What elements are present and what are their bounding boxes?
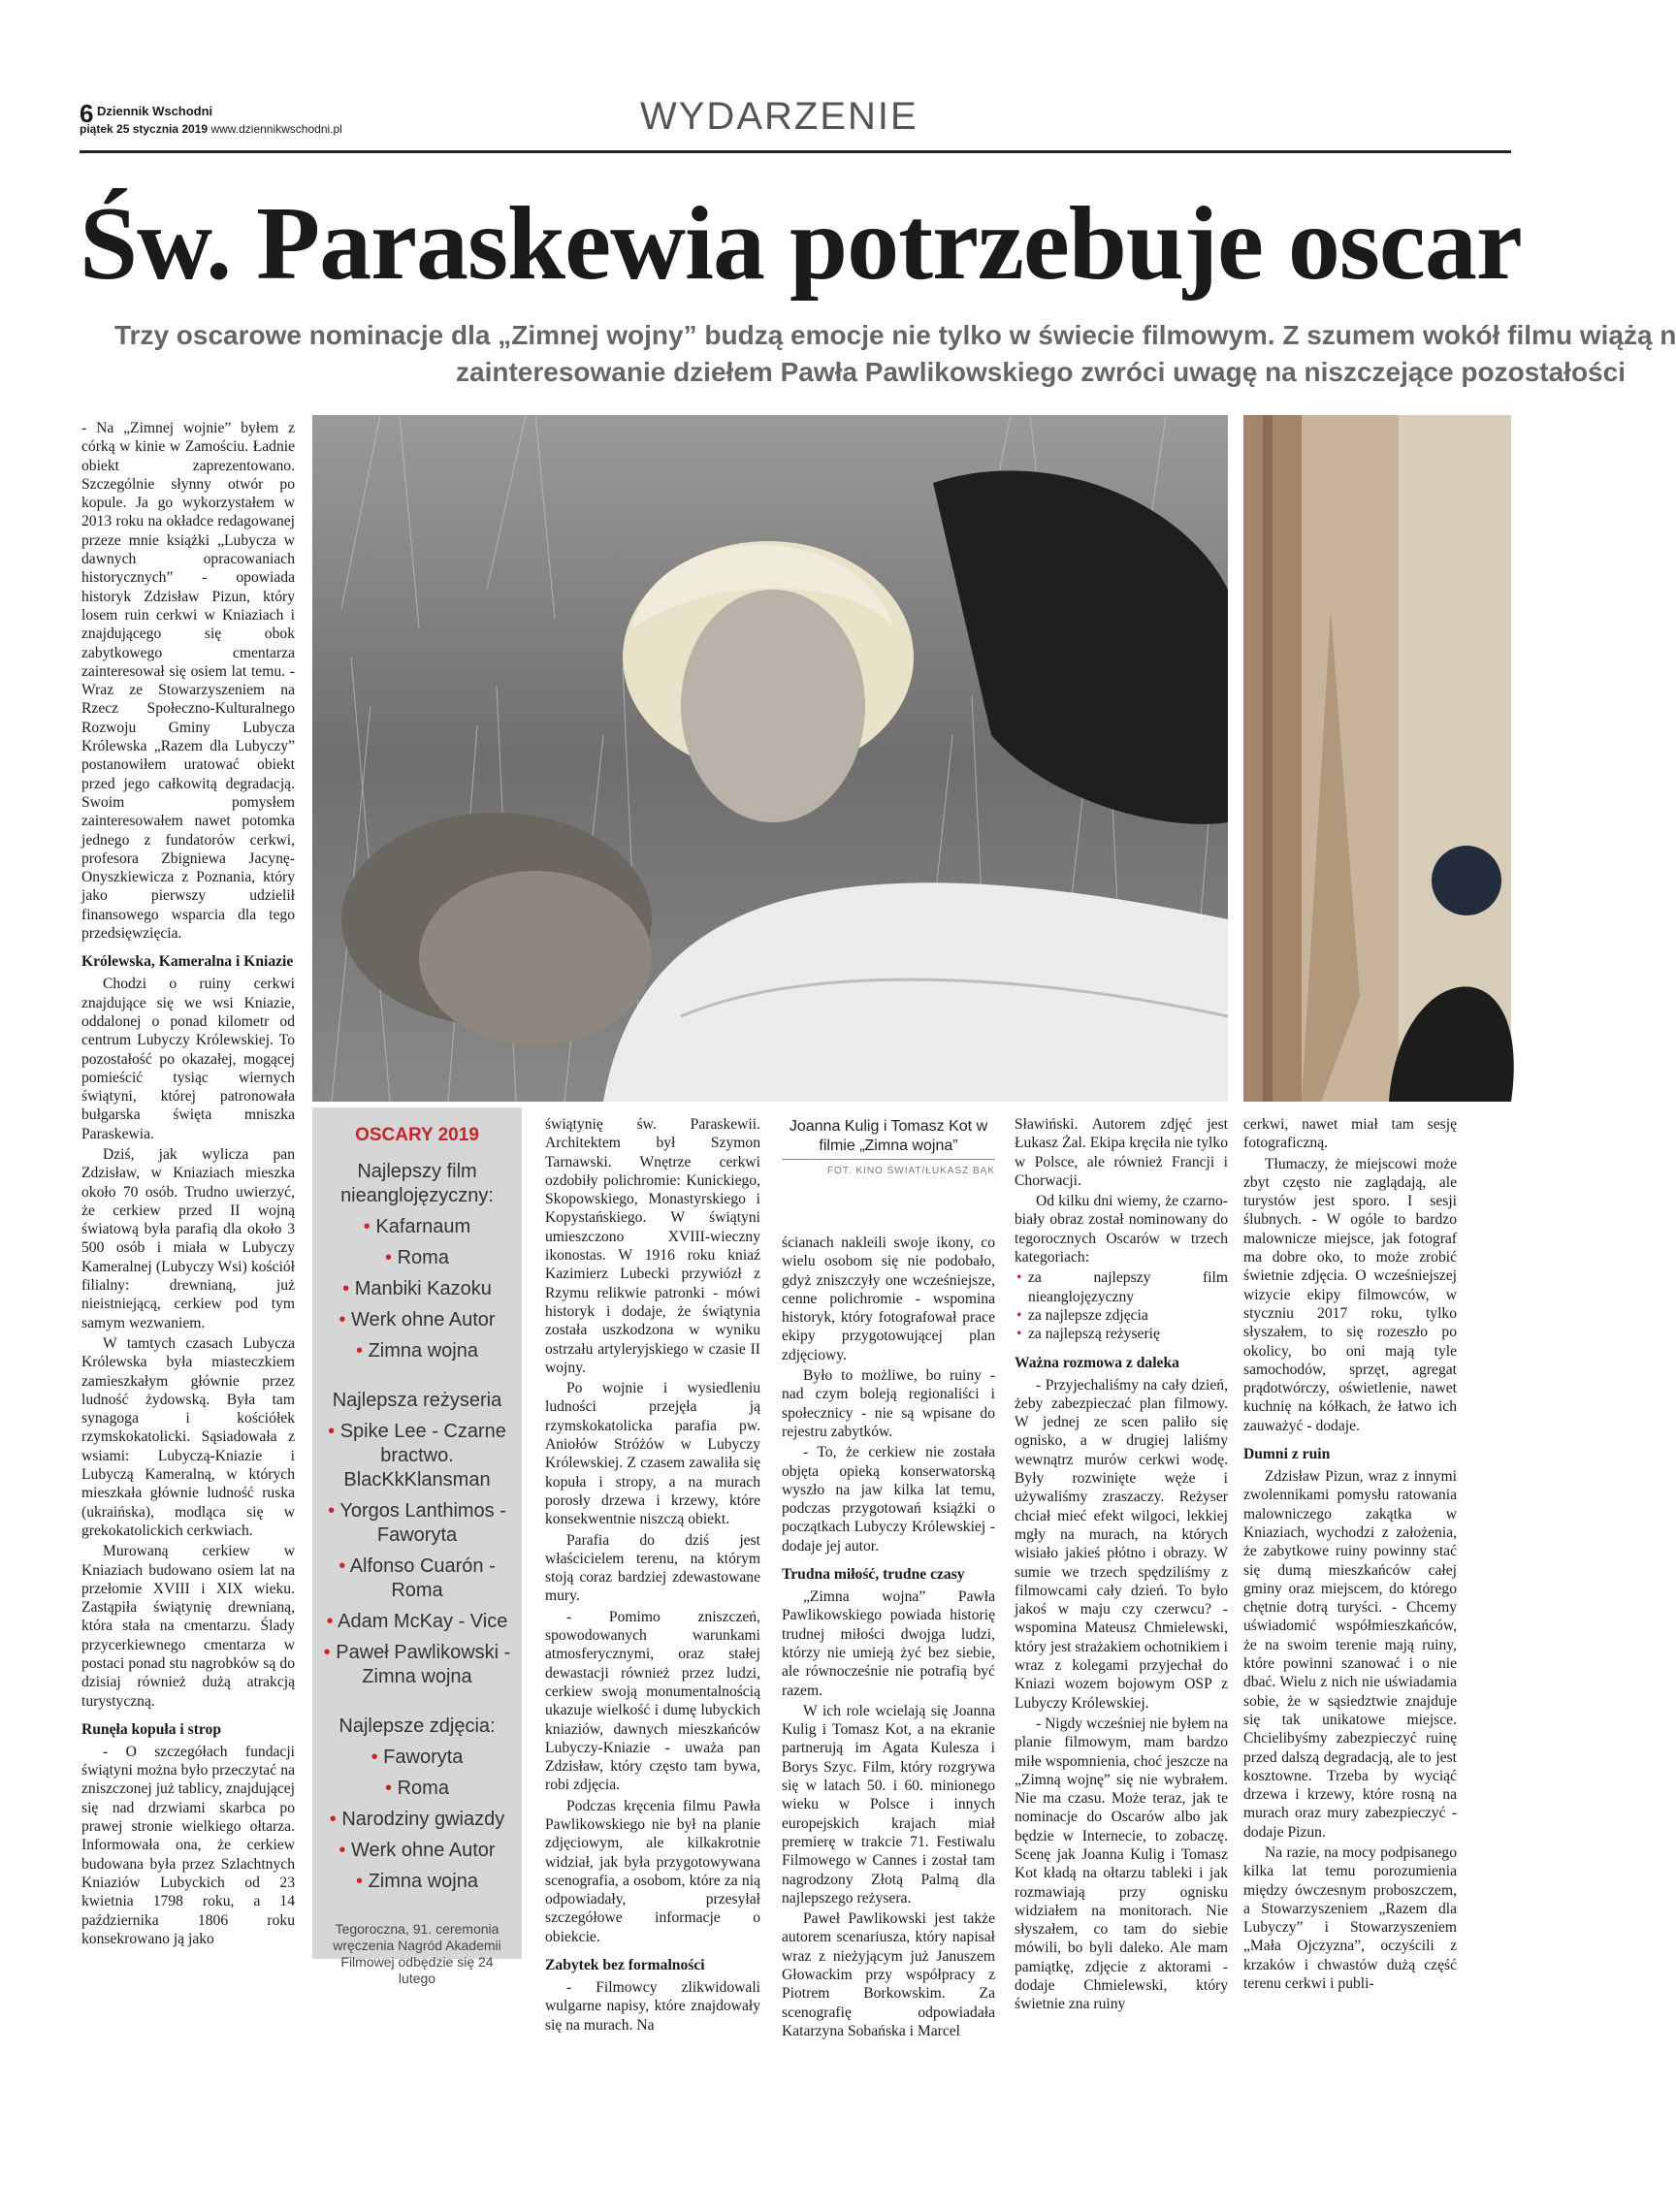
film-still-illustration [312, 415, 1228, 1102]
headline: Św. Paraskewia potrzebuje oscar [80, 186, 1522, 302]
list-item: • Spike Lee - Czarne bractwo. BlacKkKlansman [328, 1421, 506, 1491]
sidebar-title: OSCARY 2019 [355, 1125, 479, 1145]
paragraph: - Pomimo zniszczeń, spowodowanych warunkami atmosferycznymi, oraz stałej dewastacji również przez ludzi, cerkiew swoją monumentalnością ukazuje wielkość i dumę lubyckich kniaziów, dawnych mieszkańców Lubyczy-Kniazie - uważa pan Zdzisław, który często tam bywa, robi zdjęcia. [545, 1608, 760, 1794]
paragraph: W ich role wcielają się Joanna Kulig i Tomasz Kot, a na ekranie partnerują im Agata Kulesza i Borys Szyc. Film, który rozgrywa się w latach 50. i 60. minionego wieku w Polsce i innych europejskich krajach miał premierę w trakcie 71. Festiwalu Filmowego w Cannes i został tam nagrodzony Złotą Palmą dla najlepszego reżysera. [782, 1702, 995, 1907]
paragraph: Murowaną cerkiew w Kniaziach budowano osiem lat na przełomie XVIII i XIX wieku. Zastąpiła świątynię drewnianą, która stała na cmentarzu. Ślady przycerkiewnego cmentarza w postaci ponad stu nagrobków są do dzisiaj również dużą atrakcją turystyczną. [81, 1543, 295, 1710]
paragraph: świątynię św. Paraskewii. Architektem był Szymon Tarnawski. Wnętrze cerkwi ozdobiły polichromie: Kunickiego, Skopowskiego, Monastyrskiego i Kopystańskiego. W świątyni umieszczono XVIII-wieczny ikonostas. W 1916 roku kniaź Kazimierz Lubecki przywiózł z Rzymu relikwie patronki - mówi historyk i dodaje, że świątynia została uszkodzona w wyniku ostrzału artyleryjskiego w czasie II wojny. [545, 1116, 760, 1376]
church-ruins-illustration [1243, 415, 1511, 1102]
paragraph: Podczas kręcenia filmu Pawła Pawlikowskiego nie był na planie zdjęciowym, ale kilkakrotnie widział, jak była przygotowywana scenografia, a osobom, które za nią odpowiadały, przesyłał szczegółowe informacje o obiekcie. [545, 1797, 760, 1945]
list-item: • Faworyta [371, 1747, 464, 1768]
article-column-5 [1015, 1115, 1228, 2194]
list-item: • Manbiki Kazoku [342, 1278, 492, 1299]
paragraph: Zdzisław Pizun, wraz z innymi zwolennikami pomysłu ratowania malowniczego zakątka w Kniaziach, wychodzi z założenia, że zabytkowe ruiny powinny stać się dumą mieszkańców całej gminy oraz miejscem, do którego chętnie dotrą turyści. - Chcemy uświadomić współmieszkańców, że na swoim terenie mają ruiny, które powinni szanować i o nie dbać. Wielu z nich nie uświadamia sobie, że w sąsiedztwie znajduje się tak unikatowe miejsce. Chcielibyśmy zabezpieczyć ruinę przed dalszą degradacją, ale to jest kosztowne. Trzeba by wyciąć drzewa i krzewy, które rosną na murach oraz mury zabezpieczyć - dodaje Pizun. [1243, 1468, 1457, 1841]
paragraph: Paweł Pawlikowski jest także autorem scenariusza, który napisał wraz z nieżyjącym już Januszem Głowackim przy współpracy z Piotrem Borkowskim. Za scenografię odpowiadała Katarzyna Sobańska i Marcel [782, 1910, 995, 2039]
paragraph: Sławiński. Autorem zdjęć jest Łukasz Żal. Ekipa kręciła nie tylko w Polsce, ale również Francji i Chorwacji. [1015, 1116, 1228, 1189]
list-item: • za najlepsze zdjęcia [1015, 1306, 1228, 1325]
list-item: • za najlepszą reżyserię [1015, 1325, 1228, 1343]
photo-credit: FOT. KINO ŚWIAT/ŁUKASZ BĄK [826, 1166, 995, 1176]
church-ruins-photo [1243, 415, 1511, 1102]
paragraph: - Nigdy wcześniej nie byłem na planie filmowym, mam bardzo miłe wspomnienia, choć jeszcze na „Zimną wojnę” się nie wybrałem. Nie ma czasu. Może teraz, jak te nominacje do Oscarów albo jak będzie w Internecie, to zobaczę. Scenę jak Joanna Kulig i Tomasz Kot kładą na ołtarzu tableki i jak rozmawiają przy ognisku widziałem na monitorach. Nie słyszałem, co tam do siebie mówili, bo byli daleko. Ale mam pamiątkę, zdjęcie z aktorami - dodaje Chmielewski, który świetnie zna ruiny [1015, 1715, 1228, 2013]
article-column-1 [81, 419, 295, 2194]
film-still-photo [312, 415, 1228, 1102]
caption-divider [782, 1159, 995, 1160]
paragraph: Było to możliwe, bo ruiny - nad czym boleją regionaliści i społecznicy - nie są wpisane do rejestru zabytków. [782, 1367, 995, 1440]
list-item: • Werk ohne Autor [338, 1840, 496, 1861]
paragraph: „Zimna wojna” Pawła Pawlikowskiego powiada historię trudnej miłości dwojga ludzi, którzy nie umieją żyć bez siebie, ale równocześnie nie potrafią być razem. [782, 1588, 995, 1699]
ceremony-note: Tegoroczna, 91. ceremonia wręczenia Nagród Akademii Filmowej odbędzie się 24 lutego [333, 1921, 501, 1986]
subheading: Królewska, Kameralna i Kniazie [81, 953, 294, 971]
article-column-3 [545, 1115, 760, 2194]
paragraph: Na razie, na mocy podpisanego kilka lat temu porozumienia między ówczesnym proboszczem, a Stowarzyszeniem „Razem dla Lubyczy” i Stowarzyszeniem „Mała Ojczyzna”, oczyścili z krzaków i chwastów dużą część terenu cerkwi i publi- [1243, 1843, 1457, 1993]
category-title: Najlepsza reżyseria [332, 1390, 502, 1411]
paragraph: - To, że cerkiew nie została objęta opieką konserwatorską wyszło na jaw kilka lat temu, podczas przygotowań książki o początkach Lubyczy Królewskiej - dodaje jej autor. [782, 1444, 995, 1555]
lead-line-2: zainteresowanie dziełem Pawła Pawlikowskiego zwróci uwagę na niszczejące pozostałości [456, 357, 1626, 387]
list-item: • Paweł Pawlikowski - Zimna wojna [323, 1642, 511, 1687]
list-item: • Alfonso Cuarón - Roma [338, 1555, 496, 1601]
list-item: • Zimna wojna [356, 1340, 478, 1362]
category-title: Najlepsze zdjęcia: [338, 1715, 496, 1737]
paragraph: Po wojnie i wysiedleniu ludności przejęła ją rzymskokatolicka parafia pw. Aniołów Stróżów w Lubyczy Królewskiej. Z czasem zawaliła się kopuła i stropy, a na murach porosły drzewa i krzewy, które konsekwentnie niszczą obiekt. [545, 1380, 760, 1528]
paragraph: Od kilku dni wiemy, że czarno-biały obraz został nominowany do tegorocznych Oscarów w trzech kategoriach: [1015, 1193, 1228, 1266]
list-item: • Adam McKay - Vice [326, 1611, 508, 1632]
paragraph: - O szczegółach fundacji świątyni można było przeczytać na zniszczonej już tablicy, znajdującej się nad drzwiami skarbca po prawej stronie wielkiego ołtarza. Informowała ona, że cerkiew budowana była przez Szlachtnych Kniaziów Lubyckich od 23 kwietnia 1798 roku, a 14 października 1806 roku konsekrowano ją jako [81, 1743, 295, 1947]
paragraph: - Na „Zimnej wojnie” byłem z córką w kinie w Zamościu. Ładnie obiekt zaprezentowano. Szczególnie słynny otwór po kopule. Ja go wykorzystałem w 2013 roku na okładce redagowanej przeze mnie książki „Lubycza w dawnych opracowaniach historycznych” - opowiada historyk Zdzisław Pizun, który losem ruin cerkwi w Kniaziach i znajdującego się obok zabytkowego cmentarza zainteresował się osiem lat temu. - Wraz ze Stowarzyszeniem na Rzecz Społeczno-Kulturalnego Rozwoju Gminy Lubycza Królewska „Razem dla Lubyczy” postanowiłem uratować obiekt przed jego całkowitą degradacją. Swoim pomysłem zainteresowałem nawet potomka jednego z fundatorów cerkwi, profesora Zbigniewa Jacynę-Onyszkiewicza z Poznania, który jako pierwszy udzielił finansowego wsparcia dla tego przedsięwzięcia. [81, 420, 295, 943]
paragraph: - Przyjechaliśmy na cały dzień, żeby zabezpieczać plan filmowy. W jednej ze scen paliło się ognisko, a w drugiej laliśmy wewnątrz murów cerkwi wodę. Były rozwinięte węże i używaliśmy zraszaczy. Reżyser chciał mieć efekt wilgoci, lekkiej mgły na murach, na których wisiało jakieś płótno i obrazy. W sumie we trzech spędziliśmy z filmowcami cały dzień. To było jakoś w maju czy czerwcu? - wspomina Mateusz Chmielewski, który jest strażakiem ochotnikiem i wraz z kolegami przyjechał do Kniazi wozem bojowym OSP z Lubyczy Królewskiej. [1015, 1376, 1228, 1712]
photo-caption: Joanna Kulig i Tomasz Kot w filmie „Zimna wojna” [789, 1118, 988, 1154]
list-item: • Roma [385, 1778, 449, 1799]
section-title: WYDARZENIE [640, 95, 919, 138]
category-title: Najlepszy film nieanglojęzyczny: [340, 1161, 494, 1206]
subheading: Zabytek bez formalności [545, 1957, 705, 1974]
paragraph: Parafia do dziś jest właścicielem terenu, na którym stoją coraz bardziej zdewastowane mury. [545, 1531, 760, 1605]
issue-date-line [80, 122, 342, 136]
list-item: • Kafarnaum [363, 1216, 471, 1237]
paragraph: cerkwi, nawet miał tam sesję fotograficzną. [1243, 1116, 1457, 1152]
website-link[interactable]: www.dziennikwschodni.pl [210, 122, 342, 136]
subheading: Runęła kopuła i strop [81, 1720, 221, 1738]
paragraph: - Filmowcy zlikwidowali wulgarne napisy, które znajdowały się na murach. Na [545, 1979, 760, 2034]
issue-date: piątek 25 stycznia 2019 [80, 122, 209, 136]
list-item: • Narodziny gwiazdy [329, 1809, 505, 1830]
list-item: • za najlepszy film nieanglojęzyczny [1015, 1268, 1228, 1306]
nominations-list [1015, 1268, 1228, 1343]
page-number: 6 [80, 99, 94, 128]
list-item: • Roma [385, 1247, 449, 1268]
oscars-sidebar [312, 1107, 522, 1986]
list-item: • Werk ohne Autor [338, 1309, 496, 1330]
paragraph: Tłumaczy, że miejscowi może zbyt często nie zaglądają, ale turystów jest sporo. I sesji ślubnych. - W ogóle to bardzo malownicze miejsce, jak fotograf ma dobre oko, to może zrobić świetnie zdjęcia. O wcześniejszej wizycie ekipy filmowców, w styczniu 2017 roku, tylko słyszałem, to się rozeszło po okolicy, bo oni mają tyle samochodów, sprzęt, agregat prądotwórczy, oświetlenie, nawet kuchnię na kółkach, że łatwo ich zauważyć - dodaje. [1243, 1155, 1457, 1434]
paragraph: Dziś, jak wylicza pan Zdzisław, w Kniaziach mieszka około 70 osób. Trudno uwierzyć, że cerkiew przed II wojną światową była parafią dla około 3 500 osób i miała w Lubyczy Kameralnej (Lubyczy Wsi) kościół filialny: drewnianą, już nieistniejącą, cerkiew pod tym samym wezwaniem. [81, 1145, 295, 1331]
list-item: • Zimna wojna [356, 1871, 478, 1892]
article-column-6 [1243, 1115, 1457, 2194]
list-item: • Yorgos Lanthimos - Faworyta [328, 1500, 506, 1546]
paragraph: Chodzi o ruiny cerkwi znajdujące się we wsi Kniazie, oddalonej o ponad kilometr od centrum Lubyczy Królewskiej. To pozostałość po okazałej, mogącej pomieścić tysiąc wiernych świątyni, której patronowała bułgarska święta mniszka Paraskewia. [81, 976, 295, 1142]
article-column-4 [782, 1234, 995, 2194]
subheading: Trudna miłość, trudne czasy [782, 1566, 965, 1584]
paragraph: ścianach nakleili swoje ikony, co wielu osobom się nie podobało, gdyż zniszczyły one wcześniejsze, cenne polichromie - wspomina historyk, który fotografował prace ekipy przygotowującej plan zdjęciowy. [782, 1234, 995, 1363]
lead-line-1: Trzy oscarowe nominacje dla „Zimnej wojny” budzą emocje nie tylko w świecie filmowym. Z szumem wokół filmu wiążą n [114, 320, 1676, 350]
subheading: Ważna rozmowa z daleka [1015, 1354, 1179, 1371]
subheading: Dumni z ruin [1243, 1446, 1331, 1463]
header-divider [80, 150, 1511, 153]
paper-name: Dziennik Wschodni [97, 104, 213, 118]
paragraph: W tamtych czasach Lubycza Królewska była miasteczkiem zamieszkałym głównie przez ludność żydowską. Była tam synagoga i kościółek rzymskokatolicki. Sąsiadowała z wsiami: Lubyczą-Kniazie i Lubyczą Kameralną, w których mieszkała głównie ludność ruska (ukraińska), modląca się w grekokatolickich cerkwiach. [81, 1334, 295, 1539]
